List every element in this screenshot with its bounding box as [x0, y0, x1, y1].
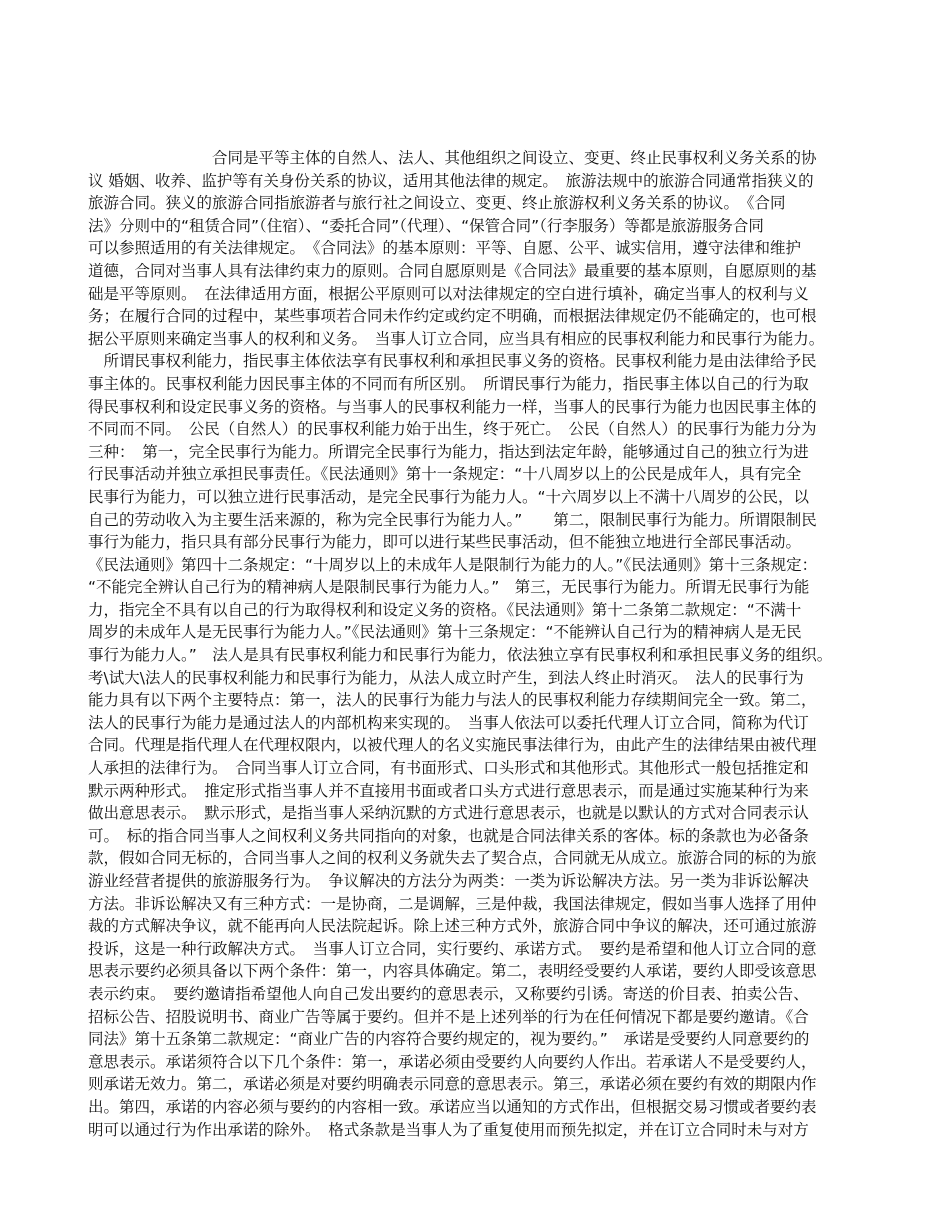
text-line: 考\试大\法人的民事权利能力和民事行为能力，从法人成立时产生，到法人终止时消灭。 法人的民事行为 [88, 668, 804, 687]
text-line: 明可以通过行为作出承诺的除外。 格式条款是当事人为了重复使用而预先拟定，并在订立合同时未与对方 [88, 1120, 809, 1139]
text-line: “不能完全辨认自己行为的精神病人是限制民事行为能力人。” 第三，无民事行为能力。所谓无民事行为能 [88, 578, 810, 597]
text-line: 可以参照适用的有关法律规定。 《合同法》的基本原则：平等、自愿、公平、诚实信用，遵守法律和维护 [88, 239, 802, 258]
text-line: 裁的方式解决争议，就不能再向人民法院起诉。除上述三种方式外，旅游合同中争议的解决，还可通过旅游 [88, 917, 817, 936]
text-line: 默示两种形式。 推定形式指当事人并不直接用书面或者口头方式进行意思表示，而是通过实施某种行为来 [88, 781, 809, 800]
text-line: 合同。代理是指代理人在代理权限内，以被代理人的名义实施民事法律行为，由此产生的法律结果由被代理 [88, 736, 817, 755]
text-line: 议 婚姻、收养、监护等有关身份关系的协议，适用其他法律的规定。 旅游法规中的旅游合同通常指狭义的 [88, 171, 814, 190]
text-line: 合同是平等主体的自然人、法人、其他组织之间设立、变更、终止民事权利义务关系的协 [88, 149, 817, 167]
text-line: 道德，合同对当事人具有法律约束力的原则。合同自愿原则是《合同法》最重要的基本原则，自愿原则的基 [88, 261, 817, 280]
text-line: 思表示要约必须具备以下两个条件：第一，内容具体确定。第二，表明经受要约人承诺，要约人即受该意思 [88, 962, 817, 981]
text-line: 投诉，这是一种行政解决方式。 当事人订立合同，实行要约、承诺方式。 要约是希望和他人订立合同的意 [88, 939, 817, 958]
text-line: 同法》第十五条第二款规定：“商业广告的内容符合要约规定的，视为要约。” 承诺是受要约人同意要约的 [88, 1030, 810, 1049]
text-line: 出。第四，承诺的内容必须与要约的内容相一致。承诺应当以通知的方式作出，但根据交易习惯或者要约表 [88, 1097, 817, 1116]
text-line: 力，指完全不具有以自己的行为取得权利和设定义务的资格。《民法通则》第十二条第二款规定：“不满十 [88, 600, 802, 619]
text-line: 招标公告、招股说明书、商业广告等属于要约。但并不是上述列举的行为在任何情况下都是要约邀请。《合 [88, 1007, 809, 1026]
text-line: 方法。非诉讼解决又有三种方式：一是协商，二是调解，三是仲裁，我国法律规定，假如当事人选择了用仲 [88, 894, 817, 913]
text-line: 自己的劳动收入为主要生活来源的，称为完全民事行为能力人。” 第二，限制民事行为能力。所谓限制民 [88, 510, 817, 529]
text-line: 周岁的未成年人是无民事行为能力人。”《民法通则》第十三条规定：“不能辨认自己行为的精神病人是无民 [88, 623, 802, 642]
text-line: 意思表示。承诺须符合以下几个条件：第一，承诺必须由受要约人向要约人作出。若承诺人不是受要约人， [88, 1052, 817, 1071]
text-line: 所谓民事权利能力，指民事主体依法享有民事权利和承担民事义务的资格。民事权利能力是由法律给予民 [88, 352, 817, 371]
text-line: 不同而不同。 公民（自然人）的民事权利能力始于出生，终于死亡。 公民（自然人）的民事行为能力分为 [88, 420, 817, 439]
text-line: 能力具有以下两个主要特点：第一，法人的民事行为能力与法人的民事权利能力存续期间完全一致。第二， [88, 691, 817, 710]
text-line: 则承诺无效力。第二，承诺必须是对要约明确表示同意的意思表示。第三，承诺必须在要约有效的期限内作 [88, 1075, 817, 1094]
text-line: 据公平原则来确定当事人的权利和义务。 当事人订立合同，应当具有相应的民事权利能力和民事行为能力。 [88, 329, 825, 348]
text-line: 做出意思表示。 默示形式，是指当事人采纳沉默的方式进行意思表示，也就是以默认的方式对合同表示认 [88, 804, 809, 823]
text-line: 可。 标的指合同当事人之间权利义务共同指向的对象，也就是合同法律关系的客体。标的条款也为必备条 [88, 826, 809, 845]
text-line: 事主体的。民事权利能力因民事主体的不同而有所区别。 所谓民事行为能力，指民事主体以自己的行为取 [88, 374, 809, 393]
text-line: 款，假如合同无标的，合同当事人之间的权利义务就失去了契合点，合同就无从成立。旅游合同的标的为旅 [88, 849, 817, 868]
text-line: 游业经营者提供的旅游服务行为。 争议解决的方法分为两类：一类为诉讼解决方法。另一类为非诉讼解决 [88, 872, 809, 890]
body-text [88, 147, 868, 1141]
text-line: 人承担的法律行为。 合同当事人订立合同，有书面形式、口头形式和其他形式。其他形式一般包括推定和 [88, 759, 809, 778]
text-line: 事行为能力人。” 法人是具有民事权利能力和民事行为能力，依法独立享有民事权利和承担民事义务的组织。 [88, 646, 833, 665]
text-line: 表示约束。 要约邀请指希望他人向自己发出要约的意思表示，又称要约引诱。寄送的价目表、拍卖公告、 [88, 984, 809, 1003]
text-line: 务；在履行合同的过程中，某些事项若合同未作约定或约定不明确，而根据法律规定仍不能确定的，也可根 [88, 307, 817, 326]
text-line: 法人的民事行为能力是通过法人的内部机构来实现的。 当事人依法可以委托代理人订立合同，简称为代订 [88, 713, 809, 732]
text-line: 事行为能力，指只具有部分民事行为能力，即可以进行某些民事活动，但不能独立地进行全部民事活动。 [88, 533, 802, 552]
text-line: 础是平等原则。 在法律适用方面，根据公平原则可以对法律规定的空白进行填补，确定当事人的权利与义 [88, 284, 809, 303]
text-line: 《民法通则》第四十二条规定：“十周岁以上的未成年人是限制行为能力的人。”《民法通则》第十三条规定： [88, 555, 818, 574]
text-line: 旅游合同。狭义的旅游合同指旅游者与旅行社之间设立、变更、终止旅游权利义务关系的协议。 《合同 [88, 194, 786, 213]
text-line: 行民事活动并独立承担民事责任。《民法通则》第十一条规定：“十八周岁以上的公民是成年人，具有完全 [88, 465, 802, 484]
text-line: 三种： 第一，完全民事行为能力。所谓完全民事行为能力，指达到法定年龄，能够通过自己的独立行为进 [88, 442, 809, 461]
text-line: 得民事权利和设定民事义务的资格。与当事人的民事权利能力一样，当事人的民事行为能力也因民事主体的 [88, 397, 817, 416]
text-line: 民事行为能力，可以独立进行民事活动，是完全民事行为能力人。“十六周岁以上不满十八周岁的公民，以 [88, 487, 810, 506]
text-line: 法》分则中的“租赁合同”（住宿）、“委托合同”（代理）、“保管合同”（行李服务）等都是旅游服务合同 [88, 216, 764, 235]
